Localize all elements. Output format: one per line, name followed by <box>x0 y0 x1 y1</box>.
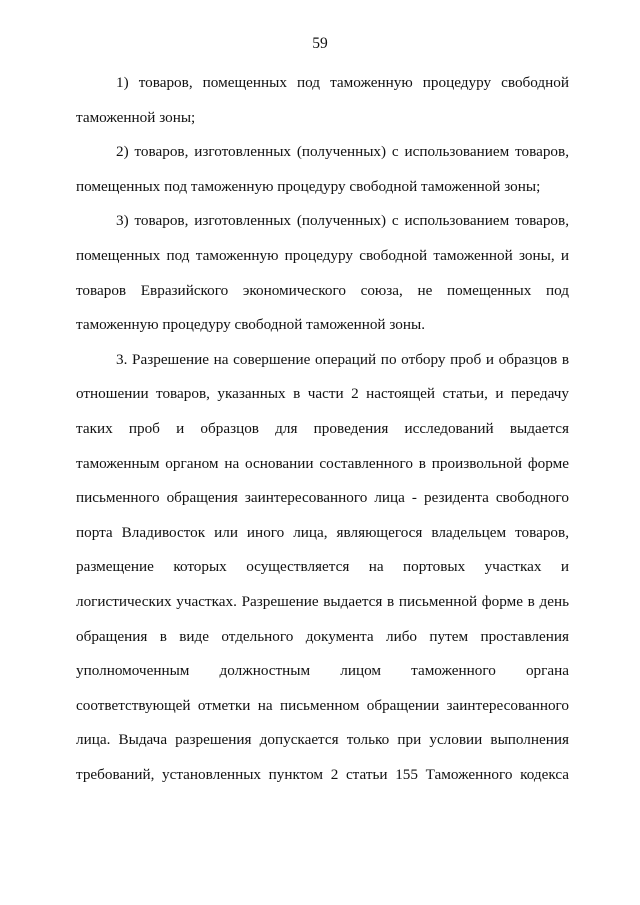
list-item-3: 3) товаров, изготовленных (полученных) с использованием товаров, помещенных под таможенную процедуру свободной таможенной зоны, и товаров Евразийского экономического союза, не помещенных под таможенную процедуру свободной таможенной зоны. <box>76 212 569 334</box>
document-body <box>76 66 569 792</box>
paragraph-3: 3. Разрешение на совершение операций по отбору проб и образцов в отношении товаров, указанных в части 2 настоящей статьи, и передачу таких проб и образцов для проведения исследований выдается таможенным органом на основании составленного в произвольной форме письменного обращения заинтересованного лица - резидента свободного порта Владивосток или иного лица, являющегося владельцем товаров, размещение которых осуществляется на портовых участках и логистических участках. Разрешение выдается в письменной форме в день обращения в виде отдельного документа либо путем проставления уполномоченным должностным лицом таможенного органа соответствующей отметки на письменном обращении заинтересованного лица. Выдача разрешения допускается только при условии выполнения требований, установленных пунктом 2 статьи 155 Таможенного кодекса <box>76 350 569 783</box>
list-item-2: 2) товаров, изготовленных (полученных) с использованием товаров, помещенных под таможенную процедуру свободной таможенной зоны; <box>76 143 569 195</box>
page-number: 59 <box>312 35 328 52</box>
list-item-1: 1) товаров, помещенных под таможенную процедуру свободной таможенной зоны; <box>76 74 569 126</box>
